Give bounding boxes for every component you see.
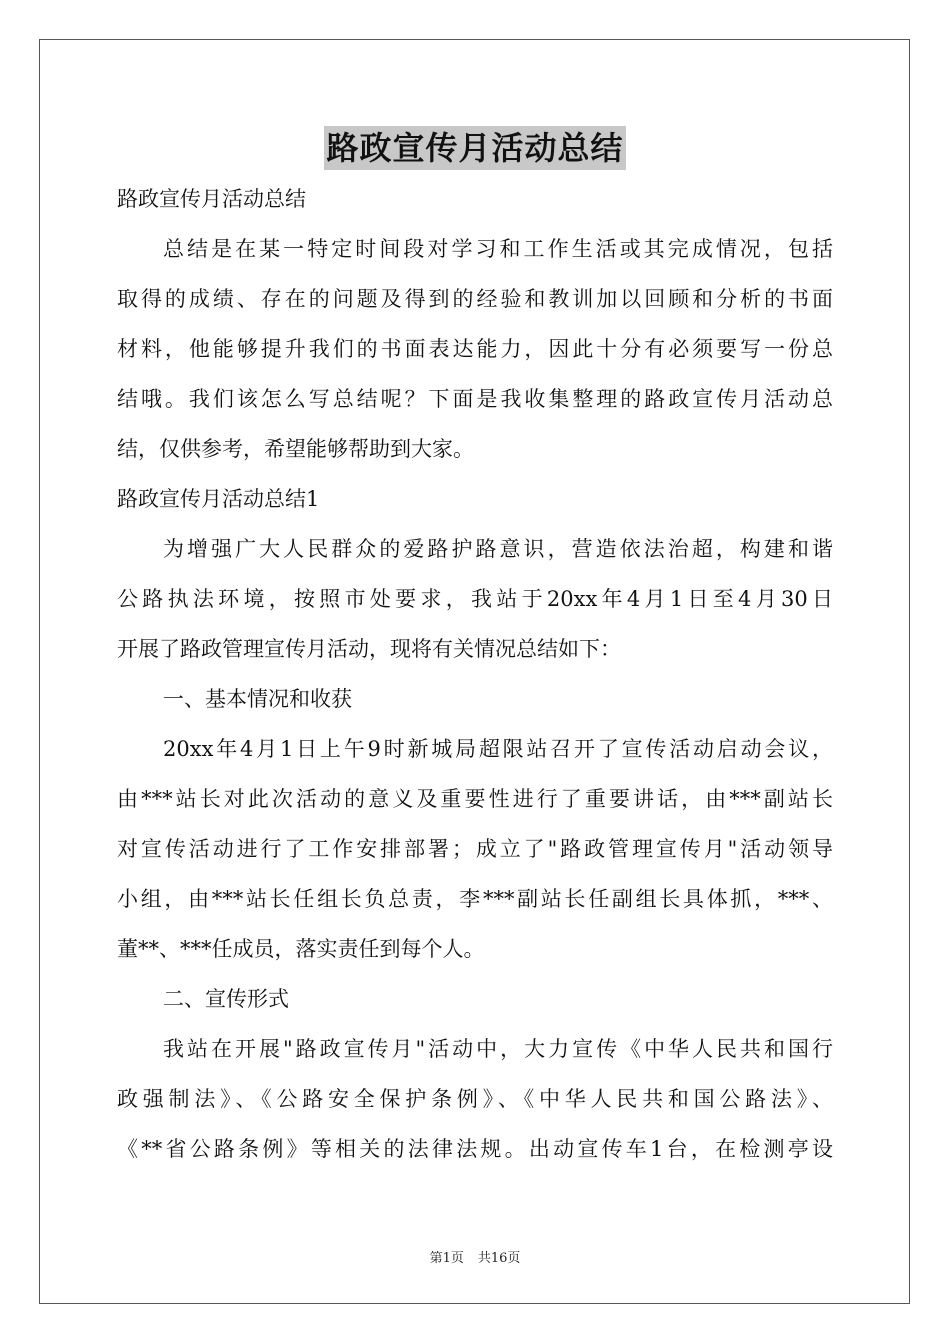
document-body: [117, 174, 833, 1174]
text-line: 为增强广大人民群众的爱路护路意识，营造依法治超，构建和谐: [163, 537, 833, 561]
text-line: 开展了路政管理宣传月活动，现将有关情况总结如下：: [117, 637, 621, 661]
text-line: 对宣传活动进行了工作安排部署；成立了"路政管理宣传月"活动领导: [117, 837, 833, 861]
text-line: 总结是在某一特定时间段对学习和工作生活或其完成情况，包括: [163, 237, 833, 261]
text-line: 路政宣传月活动总结1: [117, 487, 320, 511]
text-line: 一、基本情况和收获: [163, 687, 352, 711]
text-line: 结，仅供参考，希望能够帮助到大家。: [117, 437, 474, 461]
document-title: 路政宣传月活动总结: [324, 126, 625, 170]
text-line: 《**省公路条例》等相关的法律法规。出动宣传车1台，在检测亭设: [117, 1137, 833, 1161]
text-line: 路政宣传月活动总结: [117, 187, 306, 211]
text-line: 小组，由***站长任组长负总责，李***副站长任副组长具体抓，***、: [117, 887, 833, 911]
text-line: 政强制法》、《公路安全保护条例》、《中华人民共和国公路法》、: [117, 1087, 833, 1111]
text-line: 20xx年4月1日上午9时新城局超限站召开了宣传活动启动会议，: [163, 737, 833, 761]
text-line: 公路执法环境，按照市处要求，我站于20xx年4月1日至4月30日: [117, 587, 833, 611]
page-footer: [0, 1247, 950, 1266]
text-line: 结哦。我们该怎么写总结呢？下面是我收集整理的路政宣传月活动总: [117, 387, 833, 411]
page-number: 第1页: [429, 1251, 464, 1266]
page-total: 共16页: [477, 1251, 521, 1266]
text-line: 材料，他能够提升我们的书面表达能力，因此十分有必须要写一份总: [117, 337, 833, 361]
text-line: 二、宣传形式: [163, 987, 289, 1011]
text-line: 由***站长对此次活动的意义及重要性进行了重要讲话，由***副站长: [117, 787, 833, 811]
title-container: [0, 126, 950, 170]
text-line: 我站在开展"路政宣传月"活动中，大力宣传《中华人民共和国行: [163, 1037, 833, 1061]
text-line: 董**、***任成员，落实责任到每个人。: [117, 937, 485, 961]
text-line: 取得的成绩、存在的问题及得到的经验和教训加以回顾和分析的书面: [117, 287, 833, 311]
